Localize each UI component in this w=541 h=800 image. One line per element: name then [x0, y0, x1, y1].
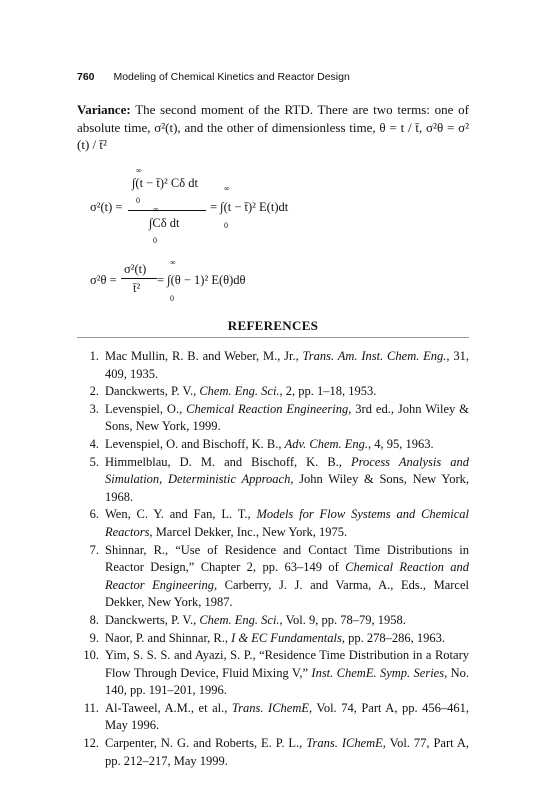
- eq1-num-lower: 0: [136, 196, 140, 205]
- reference-text: Mac Mullin, R. B. and Weber, M., Jr., Trans. Am. Inst. Chem. Eng., 31, 409, 1935.: [105, 349, 470, 381]
- reference-number: 3.: [89, 401, 99, 416]
- variance-text: The second moment of the RTD. There are two terms: one of absolute time, σ²(t), and the other of dimensionless time, θ = t / t̄, σ²θ = σ² (t) / t̄²: [77, 102, 469, 152]
- reference-text: Shinnar, R., “Use of Residence and Contact Time Distributions in Reactor Design,” Chapter 2, pp. 63–149 of Chemical Reaction and Reactor Engineering, Carberry, J. J. and Varma, A., Eds., Marcel Dekker, New York, 1987.: [105, 542, 469, 610]
- reference-item: [77, 542, 469, 612]
- reference-number: 10.: [83, 648, 99, 663]
- eq2-denominator: t̄²: [133, 281, 141, 295]
- reference-item: [77, 401, 469, 436]
- reference-number: 9.: [89, 630, 99, 645]
- variance-paragraph: [77, 101, 469, 154]
- eq2-fraction-bar: [121, 278, 157, 279]
- reference-item: [77, 436, 469, 454]
- eq1-rhs-upper: ∞: [224, 184, 230, 193]
- reference-text: Carpenter, N. G. and Roberts, E. P. L., Trans. IChemE, Vol. 77, Part A, pp. 212–217, May 1999.: [105, 736, 470, 768]
- reference-item: [77, 735, 469, 770]
- variance-label: Variance:: [77, 102, 131, 117]
- running-title: Modeling of Chemical Kinetics and Reactor Design: [113, 71, 350, 83]
- reference-text: Danckwerts, P. V., Chem. Eng. Sci., Vol. 9, pp. 78–79, 1958.: [105, 612, 406, 627]
- reference-text: Levenspiel, O. and Bischoff, K. B., Adv. Chem. Eng., 4, 95, 1963.: [105, 436, 434, 451]
- eq1-den-upper: ∞: [153, 205, 159, 214]
- eq1-numerator: ∫(t − t̄)² Cδ dt: [132, 176, 198, 190]
- eq1-denominator: ∫Cδ dt: [149, 216, 180, 230]
- eq1-den-lower: 0: [153, 236, 157, 245]
- reference-text: Naor, P. and Shinnar, R., I & EC Fundamentals, pp. 278–286, 1963.: [105, 630, 445, 645]
- page-number: 760: [77, 71, 95, 83]
- reference-item: [77, 383, 469, 401]
- reference-item: [77, 612, 469, 630]
- references-heading: REFERENCES: [227, 318, 319, 333]
- reference-number: 6.: [89, 507, 99, 522]
- reference-text: Wen, C. Y. and Fan, L. T., Models for Flow Systems and Chemical Reactors, Marcel Dekker, Inc., New York, 1975.: [105, 507, 469, 539]
- reference-text: Levenspiel, O., Chemical Reaction Engineering, 3rd ed., John Wiley & Sons, New York, 1999.: [105, 401, 469, 434]
- eq1-rhs: = ∫(t − t̄)² E(t)dt: [210, 200, 289, 214]
- reference-number: 5.: [89, 454, 99, 469]
- reference-item: [77, 700, 469, 735]
- eq2-rhs-upper: ∞: [170, 258, 176, 267]
- eq2-numerator: σ²(t): [124, 262, 147, 276]
- reference-number: 11.: [83, 700, 99, 715]
- eq1-num-upper: ∞: [136, 166, 142, 175]
- reference-number: 8.: [89, 612, 99, 627]
- reference-number: 2.: [89, 384, 99, 399]
- reference-number: 12.: [83, 736, 99, 751]
- eq2-lhs: σ²θ =: [90, 273, 117, 287]
- reference-text: Danckwerts, P. V., Chem. Eng. Sci., 2, pp. 1–18, 1953.: [105, 384, 377, 399]
- reference-text: Himmelblau, D. M. and Bischoff, K. B., Process Analysis and Simulation, Deterministic Approach, John Wiley & Sons, New York, 1968.: [105, 454, 469, 504]
- eq1-fraction-bar: [128, 210, 206, 211]
- reference-item: [77, 506, 469, 541]
- reference-text: Yim, S. S. S. and Ayazi, S. P., “Residence Time Distribution in a Rotary Flow Through Device, Fluid Mixing V,” Inst. ChemE. Symp. Series, No. 140, pp. 191–201, 1996.: [105, 648, 470, 698]
- running-header: [77, 71, 469, 85]
- eq2-rhs: = ∫(θ − 1)² E(θ)dθ: [157, 273, 246, 287]
- reference-text: Al-Taweel, A.M., et al., Trans. IChemE, Vol. 74, Part A, pp. 456–461, May 1996.: [105, 700, 469, 733]
- reference-item: [77, 630, 469, 648]
- eq2-rhs-lower: 0: [170, 294, 174, 303]
- reference-number: 7.: [89, 542, 99, 557]
- section-divider: [77, 337, 469, 338]
- eq1-lhs: σ²(t) =: [90, 200, 123, 214]
- reference-item: [77, 647, 469, 700]
- eq1-rhs-lower: 0: [224, 221, 228, 230]
- reference-number: 1.: [89, 349, 99, 363]
- reference-item: [77, 454, 469, 507]
- reference-item: [77, 348, 469, 383]
- reference-list: [77, 348, 469, 770]
- reference-number: 4.: [89, 436, 99, 451]
